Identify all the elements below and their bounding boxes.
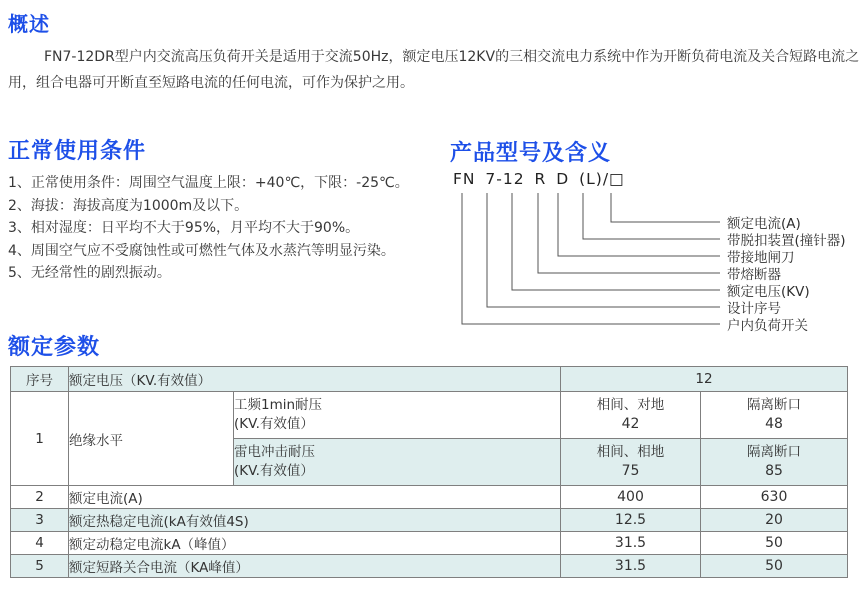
- table-header-row: [11, 367, 848, 392]
- test-unit: (KV.有效值）: [234, 463, 314, 479]
- cell-param-label: 额定电流(A): [69, 486, 561, 509]
- table-row: [11, 486, 848, 509]
- model-diagram-lines: [447, 185, 867, 335]
- cell-no: 4: [11, 532, 69, 555]
- cell-value-2: 20: [701, 509, 848, 532]
- list-item: 2、海拔：海拔高度为1000m及以下。: [8, 197, 249, 214]
- diagram-label-trip-device: 带脱扣装置(撞针器): [727, 233, 846, 249]
- test-name: 雷电冲击耐压: [234, 444, 315, 460]
- list-item: 5、无经常性的剧烈振动。: [8, 265, 171, 281]
- value-number: 75: [621, 463, 640, 479]
- cell-value-1: 31.5: [561, 532, 701, 555]
- table-row-insulation-1: [11, 392, 848, 439]
- cell-insulation-label: 绝缘水平: [69, 392, 234, 486]
- header-no: 序号: [11, 367, 69, 392]
- test-name: 工频1min耐压: [234, 397, 323, 413]
- model-meaning-title: 产品型号及含义: [450, 141, 612, 166]
- value-label: 相间、对地: [596, 397, 665, 413]
- cell-value-2: [701, 439, 848, 486]
- cell-no: 5: [11, 555, 69, 578]
- list-item: 3、相对湿度：日平均不大于95%，月平均不大于90%。: [8, 220, 360, 236]
- cell-no: 2: [11, 486, 69, 509]
- value-label: 隔离断口: [747, 444, 802, 460]
- usage-conditions-title: 正常使用条件: [8, 139, 147, 164]
- header-value: 12: [561, 367, 848, 392]
- list-item: 4、周围空气应不受腐蚀性或可燃性气体及水蒸汽等明显污染。: [8, 242, 395, 259]
- cell-no: 1: [11, 392, 69, 486]
- rated-parameters-title: 额定参数: [8, 335, 101, 360]
- cell-test-name: [234, 439, 561, 486]
- cell-value-2: 50: [701, 532, 848, 555]
- value-number: 48: [765, 416, 783, 432]
- model-designation: FN 7-12 R D (L)/□: [453, 170, 625, 188]
- diagram-label-fuse: 带熔断器: [727, 267, 781, 283]
- cell-value-1: [561, 392, 701, 439]
- rated-parameters-table: [10, 366, 848, 578]
- diagram-label-design-serial: 设计序号: [727, 301, 781, 317]
- diagram-label-indoor-load-switch: 户内负荷开关: [727, 318, 808, 334]
- table-row: [11, 555, 848, 578]
- cell-param-label: 额定热稳定电流(kA有效值4S): [69, 509, 561, 532]
- diagram-label-rated-voltage: 额定电压(KV): [727, 284, 810, 300]
- cell-value-1: 400: [561, 486, 701, 509]
- cell-value-2: 630: [701, 486, 848, 509]
- cell-test-name: [234, 392, 561, 439]
- cell-value-1: 12.5: [561, 509, 701, 532]
- cell-value-1: 31.5: [561, 555, 701, 578]
- header-param: 额定电压（KV.有效值）: [69, 367, 561, 392]
- table-row: [11, 532, 848, 555]
- cell-value-2: 50: [701, 555, 848, 578]
- value-number: 85: [765, 463, 783, 479]
- table-row: [11, 509, 848, 532]
- value-label: 相间、相地: [596, 444, 665, 460]
- cell-no: 3: [11, 509, 69, 532]
- cell-value-2: [701, 392, 848, 439]
- overview-paragraph: FN7-12DR型户内交流高压负荷开关是适用于交流50Hz，额定电压12KV的三相交流电力系统中作为开断负荷电流及关合短路电流之用，组合电器可开断直至短路电流的任何电流，可作为保护之用。: [8, 49, 860, 91]
- test-unit: (KV.有效值）: [234, 416, 314, 432]
- value-number: 42: [621, 416, 640, 432]
- cell-param-label: 额定短路关合电流（KA峰值）: [69, 555, 561, 578]
- list-item: 1、正常使用条件：周围空气温度上限：+40℃，下限：-25℃。: [8, 175, 409, 191]
- value-label: 隔离断口: [747, 397, 802, 413]
- usage-conditions-list: [8, 172, 438, 285]
- diagram-label-rated-current: 额定电流(A): [727, 216, 801, 232]
- overview-title: 概述: [8, 12, 50, 36]
- cell-value-1: [561, 439, 701, 486]
- cell-param-label: 额定动稳定电流kA（峰值）: [69, 532, 561, 555]
- diagram-label-grounding-knife: 带接地闸刀: [727, 250, 795, 266]
